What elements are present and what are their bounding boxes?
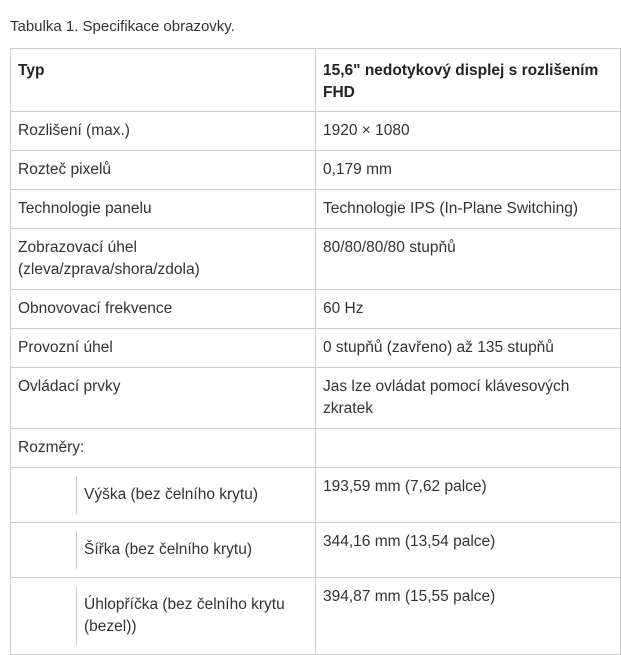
table-row: [11, 523, 621, 578]
row-label: Technologie panelu: [11, 190, 316, 229]
table-row: [11, 368, 621, 429]
row-value: Jas lze ovládat pomocí klávesových zkratek: [316, 368, 621, 429]
dimensions-header-row: [11, 429, 621, 468]
table-row: [11, 229, 621, 290]
table-row: [11, 190, 621, 229]
table-row: [11, 112, 621, 151]
sub-row-label: Výška (bez čelního krytu): [84, 486, 259, 503]
table-row: [11, 578, 621, 655]
indent-spacer: [18, 476, 77, 514]
table-row: [11, 468, 621, 523]
row-label: Rozteč pixelů: [11, 151, 316, 190]
table-row: [11, 151, 621, 190]
sub-row-label: Šířka (bez čelního krytu): [84, 541, 252, 558]
row-value: 80/80/80/80 stupňů: [316, 229, 621, 290]
table-row: [11, 329, 621, 368]
dimensions-value: [316, 429, 621, 468]
table-row: [11, 290, 621, 329]
row-value: 1920 × 1080: [316, 112, 621, 151]
row-label: Rozlišení (max.): [11, 112, 316, 151]
sub-row-label-cell: [11, 468, 316, 523]
sub-row-label-cell: [11, 523, 316, 578]
display-spec-table: [10, 48, 621, 655]
sub-row-value: 193,59 mm (7,62 palce): [316, 468, 621, 523]
row-label: Obnovovací frekvence: [11, 290, 316, 329]
table-caption: Tabulka 1. Specifikace obrazovky.: [10, 18, 235, 35]
row-value: 60 Hz: [316, 290, 621, 329]
sub-row-value: 344,16 mm (13,54 palce): [316, 523, 621, 578]
table-header-row: [11, 49, 621, 112]
row-label: Provozní úhel: [11, 329, 316, 368]
indent-spacer: [18, 586, 77, 646]
row-value: Technologie IPS (In-Plane Switching): [316, 190, 621, 229]
dimensions-label: Rozměry:: [11, 429, 316, 468]
indent-spacer: [18, 531, 77, 569]
sub-row-label: Úhlopříčka (bez čelního krytu (bezel)): [84, 596, 285, 635]
header-value: 15,6" nedotykový displej s rozlišením FHD: [316, 49, 621, 112]
sub-row-label-cell: [11, 578, 316, 655]
row-label: Zobrazovací úhel (zleva/zprava/shora/zdola): [11, 229, 316, 290]
row-value: 0 stupňů (zavřeno) až 135 stupňů: [316, 329, 621, 368]
sub-row-value: 394,87 mm (15,55 palce): [316, 578, 621, 655]
header-label: Typ: [11, 49, 316, 112]
row-value: 0,179 mm: [316, 151, 621, 190]
row-label: Ovládací prvky: [11, 368, 316, 429]
